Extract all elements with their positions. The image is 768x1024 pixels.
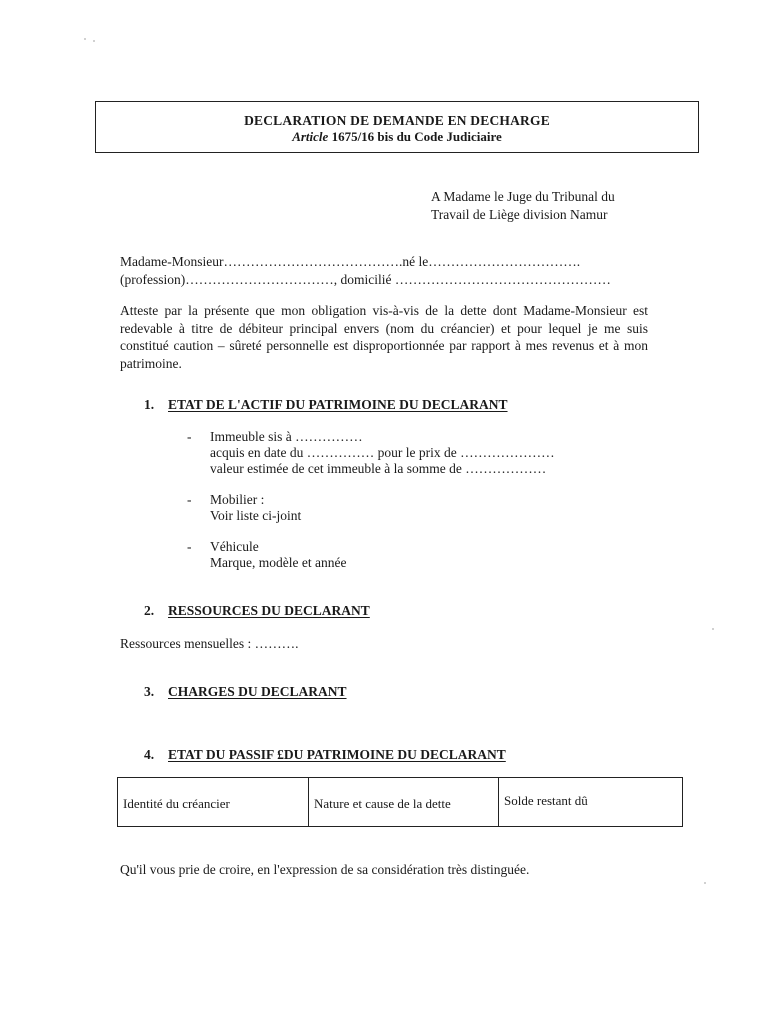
section-heading-assets: [144, 397, 508, 413]
identity-line-2: (profession)……………………………, domicilié …………………………………………: [120, 272, 611, 287]
section-heading-liabilities: [144, 747, 506, 763]
attestation-paragraph: Atteste par la présente que mon obligation vis-à-vis de la dette dont Madame-Monsieur est redevable à titre de débiteur principal envers (nom du créancier) et pour lequel je me suis constitué caution – sûreté personnelle est disproportionnée par rapport à mes revenus et à mon patrimoine.: [120, 303, 648, 371]
scan-speck: [84, 38, 86, 40]
section-number: 2.: [144, 603, 155, 618]
vehicule-line-1: Véhicule: [210, 539, 259, 554]
bullet-dash: -: [187, 539, 192, 554]
document-subtitle: [96, 129, 698, 145]
asset-item-vehicule: [210, 539, 346, 571]
monthly-resources-line: Ressources mensuelles : ……….: [120, 636, 299, 651]
section-heading-resources: [144, 603, 370, 619]
addressee-block: [431, 188, 615, 224]
bullet-dash: -: [187, 492, 192, 507]
table-header-creditor: Identité du créancier: [118, 778, 309, 826]
immeuble-line-1: Immeuble sis à ……………: [210, 429, 363, 444]
document-title: DECLARATION DE DEMANDE EN DECHARGE: [244, 113, 550, 128]
section-heading-charges: [144, 684, 347, 700]
identity-line-1: Madame-Monsieur………………………………….né le…………………………….: [120, 254, 581, 269]
table-header-debt-nature: Nature et cause de la dette: [309, 778, 499, 826]
asset-item-immeuble: [210, 429, 555, 477]
vehicule-line-2: Marque, modèle et année: [210, 555, 347, 570]
immeuble-line-2: acquis en date du …………… pour le prix de …………………: [210, 445, 555, 460]
bullet-dash: -: [187, 429, 192, 444]
section-title: RESSOURCES DU DECLARANT: [168, 603, 370, 618]
section-title: ETAT DU PASSIF £DU PATRIMOINE DU DECLARANT: [168, 747, 506, 762]
subtitle-reference: 1675/16 bis du Code Judiciaire: [331, 129, 502, 144]
section-number: 3.: [144, 684, 155, 699]
scan-speck: [704, 882, 706, 884]
immeuble-line-3: valeur estimée de cet immeuble à la somme de ………………: [210, 461, 547, 476]
section-number: 1.: [144, 397, 155, 412]
section-title: ETAT DE L'ACTIF DU PATRIMOINE DU DECLARANT: [168, 397, 508, 412]
liabilities-table: [117, 777, 683, 827]
addressee-line-1: A Madame le Juge du Tribunal du: [431, 189, 615, 204]
document-title-box: [95, 101, 699, 153]
subtitle-article: Article: [292, 129, 329, 144]
section-number: 4.: [144, 747, 155, 762]
scan-speck: [712, 628, 714, 630]
addressee-line-2: Travail de Liège division Namur: [431, 207, 608, 222]
asset-item-mobilier: [210, 492, 301, 524]
table-header-remaining-balance: Solde restant dû: [504, 793, 588, 808]
mobilier-line-2: Voir liste ci-joint: [210, 508, 302, 523]
scan-speck: [93, 40, 95, 42]
mobilier-line-1: Mobilier :: [210, 492, 265, 507]
closing-formula: Qu'il vous prie de croire, en l'expression de sa considération très distinguée.: [120, 862, 530, 877]
section-title: CHARGES DU DECLARANT: [168, 684, 347, 699]
